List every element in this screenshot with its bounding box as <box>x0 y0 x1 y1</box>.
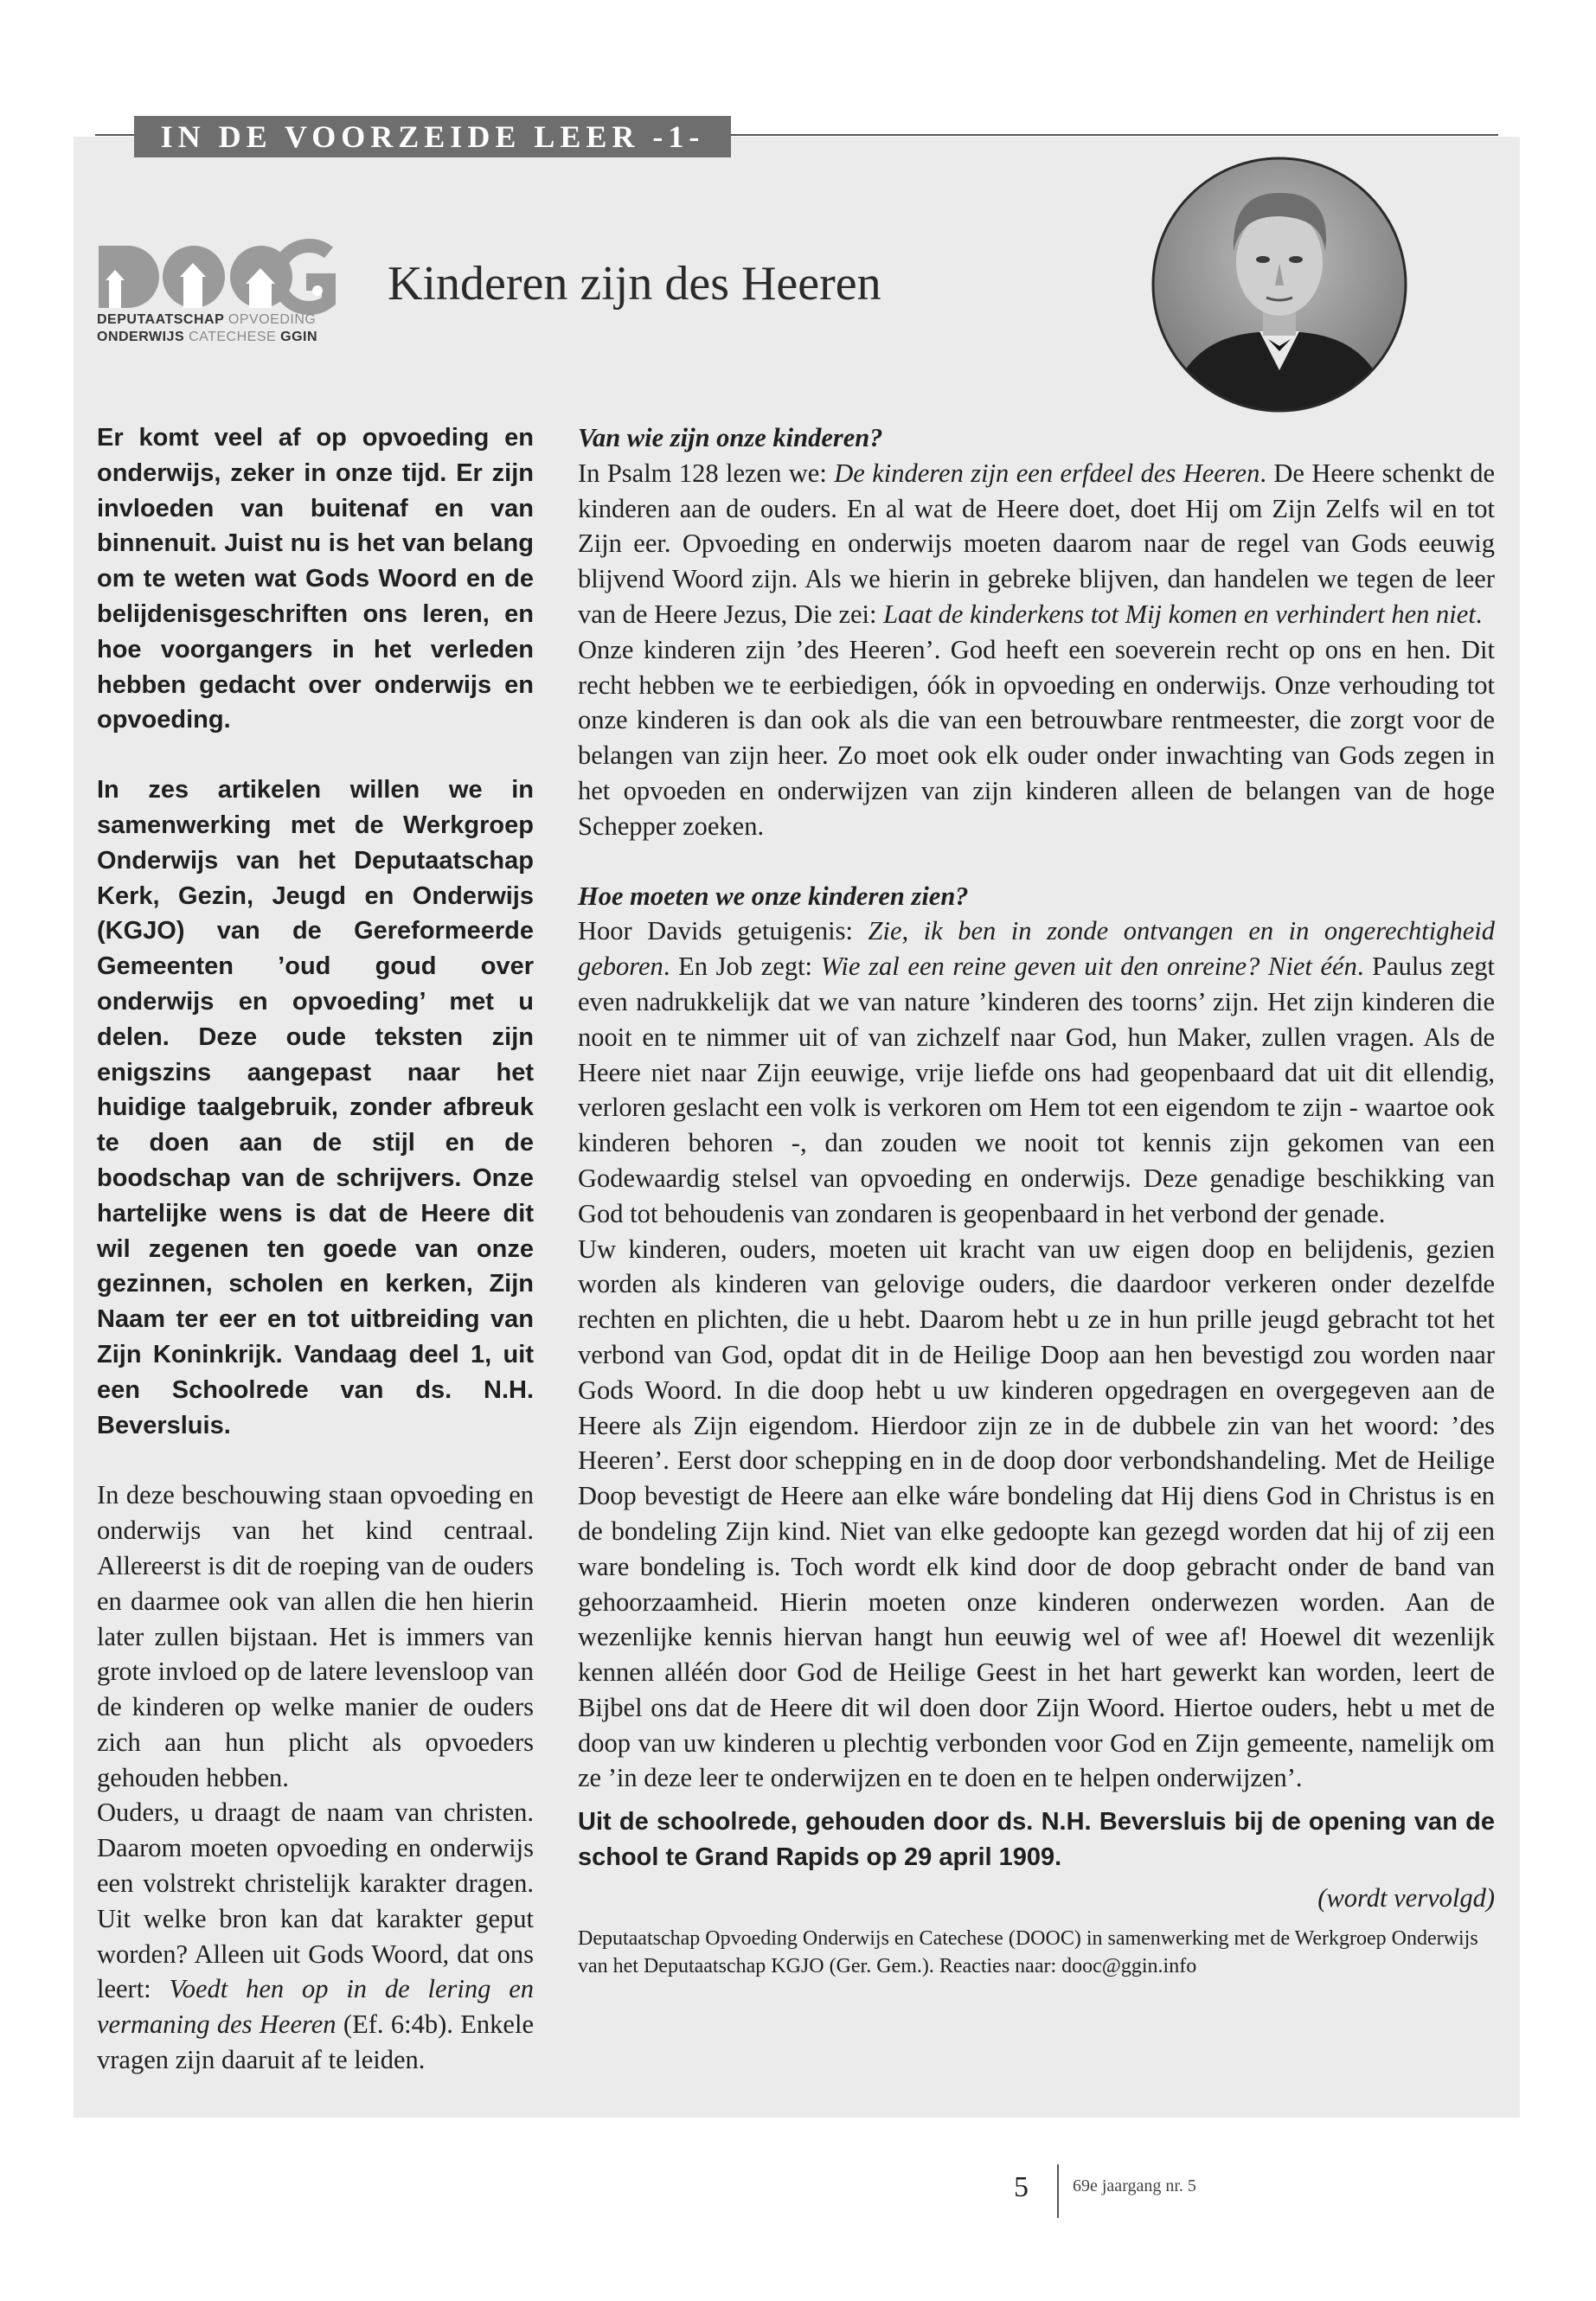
intro-paragraph: Er komt veel af op opvoeding en onderwijs, zeker in onze tijd. Er zijn invloeden van buitenaf en van binnenuit. Juist nu is het van belang om te weten wat Gods Woord en de belijdenisgeschriften ons leren, en hoe voorgangers in het verleden hebben gedacht over onderwijs en opvoeding. <box>97 424 534 734</box>
section-heading: Hoe moeten we onze kinderen zien? <box>578 881 969 911</box>
section-heading: Van wie zijn onze kinderen? <box>578 423 883 452</box>
body-paragraph: Onze kinderen zijn ’des Heeren’. God heeft een soeverein recht op ons en hen. Dit recht hebben we te eerbiedigen, óók in opvoeding en onderwijs. Onze verhouding tot onze kinderen is dan ook als die van een betrouwbare rentmeester, die zorgt voor de belangen van zijn heer. Zo moet ook elk ouder onder inwachting van Gods zegen in het opvoeden en onderwijzen van zijn kinderen alleen de belangen van de hoge Schepper zoeken. <box>578 634 1495 841</box>
body-paragraph: Uw kinderen, ouders, moeten uit kracht van uw eigen doop en belijdenis, gezien worden als kinderen van gelovige ouders, die daardoor verkeren onder dezelfde rechten en plichten, die u hebt. Daarom hebt u ze in hun prille jeugd gebracht tot het verbond van God, opdat dit in de Heilige Doop aan hen bevestigd zou worden naar Gods Woord. In die doop hebt u uw kinderen opgedragen en overgegeven aan de Heere als Zijn eigendom. Hierdoor zijn ze in de dubbele zin van het woord: ’des Heeren’. Eerst door schepping en in de doop door verbondshandeling. Met de Heilige Doop bevestigt de Heere aan elke wáre bondeling dat Hij diens God in Christus is en de bondeling Zijn kind. Niet van elke gedoopte kan gezegd worden dat hij of zij een ware bondeling is. Toch wordt elk kind door de doop gebracht onder de band van gehoorzaamheid. Hierin moeten onze kinderen onderwezen worden. Aan de wezenlijke kennis hiervan hangt hun eeuwig wel of wee af! Hoewel dit wezenlijk kennen alléén door God de Heilige Geest in het hart gewerkt kan worden, leert de Bijbel ons dat de Heere dit wil doen door Zijn Woord. Hiertoe ouders, hebt u met de doop van uw kinderen u plechtig verbonden voor God en Zijn gemeente, namelijk om ze ’in deze leer te onderwijzen en te doen en te helpen onderwijzen’. <box>578 1234 1495 1793</box>
page-number: 5 <box>1014 2171 1029 2203</box>
series-intro-paragraph: In zes artikelen willen we in samenwerking met de Werkgroep Onderwijs van het Deputaatschap Kerk, Gezin, Jeugd en Onderwijs (KGJO) van de Gereformeerde Gemeenten ’oud goud over onderwijs en opvoeding’ met u delen. Deze oude teksten zijn enigszins aangepast naar het huidige taalgebruik, zonder afbreuk te doen aan de stijl en de boodschap van de schrijvers. Onze hartelijke wens is dat de Heere dit wil zegenen ten goede van onze gezinnen, scholen en kerken, Zijn Naam ter eer en tot uitbreiding van Zijn Koninkrijk. Vandaag deel 1, uit een Schoolrede van ds. N.H. Beversluis. <box>97 776 534 1439</box>
source-note: Uit de schoolrede, gehouden door ds. N.H. Beversluis bij de opening van de school te Grand Rapids op 29 april 1909. <box>578 1808 1495 1872</box>
credit-note: Deputaatschap Opvoeding Onderwijs en Catechese (DOOC) in samenwerking met de Werkgroep Onderwijs van het Deputaatschap KGJO (Ger. Gem.). Reacties naar: dooc@ggin.info <box>578 1926 1478 1977</box>
section-header: IN DE VOORZEIDE LEER -1- <box>134 116 731 157</box>
logo-caption: DEPUTAATSCHAP OPVOEDING ONDERWIJS CATECHESE GGIN <box>97 312 318 344</box>
article-title: Kinderen zijn des Heeren <box>388 257 881 311</box>
body-paragraph: Hoor Davids getuigenis: Zie, ik ben in zonde ontvangen en in ongerechtigheid geboren. En Job zegt: Wie zal een reine geven uit den onreine? Niet één. Paulus zegt even nadrukkelijk dat we van nature ’kinderen des toorns’ zijn. Het zijn kinderen die nooit en te nimmer uit of van zichzelf naar God, hun Maker, zullen vragen. Als de Heere niet naar Zijn eeuwige, vrije liefde ons had geopenbaard dat uit dit ellendig, verloren geslacht een volk is verkoren om Hem tot een eigendom te zijn - waartoe ook kinderen behoren -, dan zouden we nooit tot kennis zijn gekomen van een Godewaardig stelsel van opvoeding en onderwijs. Deze genadige beschikking van God tot behoudenis van zondaren is geopenbaard in het verbond der genade. <box>578 916 1495 1228</box>
footer-divider <box>1057 2164 1059 2218</box>
to-be-continued: (wordt vervolgd) <box>1317 1882 1495 1913</box>
left-column <box>97 420 534 2078</box>
volume-label: 69e jaargang nr. 5 <box>1073 2176 1196 2195</box>
body-paragraph: In deze beschouwing staan opvoeding en onderwijs van het kind centraal. Allereerst is dit de roeping van de ouders en daarmee ook van allen die hen hierin later zullen bijstaan. Het is immers van grote invloed op de latere levensloop van de kinderen op welke manier de ouders zich aan hun plicht als opvoeders gehouden hebben. <box>97 1480 534 1792</box>
body-paragraph: In Psalm 128 lezen we: De kinderen zijn een erfdeel des Heeren. De Heere schenkt de kinderen aan de ouders. En al wat de Heere doet, doet Hij om Zijn Zelfs wil en tot Zijn eer. Opvoeding en onderwijs moeten daarom naar de regel van Gods eeuwig blijvend Woord zijn. Als we hierin in gebreke blijven, dan handelen we tegen de leer van de Heere Jezus, Die zei: Laat de kinderkens tot Mij komen en verhindert hen niet. <box>578 458 1495 629</box>
right-column <box>578 420 1495 1980</box>
portrait-image <box>1149 154 1410 415</box>
body-paragraph: Ouders, u draagt de naam van christen. Daarom moeten opvoeding en onderwijs een volstrekt christelijk karakter dragen. Uit welke bron kan dat karakter geput worden? Alleen uit Gods Woord, dat ons leert: Voedt hen op in de lering en vermaning des Heeren (Ef. 6:4b). Enkele vragen zijn daaruit af te leiden. <box>97 1798 535 2075</box>
